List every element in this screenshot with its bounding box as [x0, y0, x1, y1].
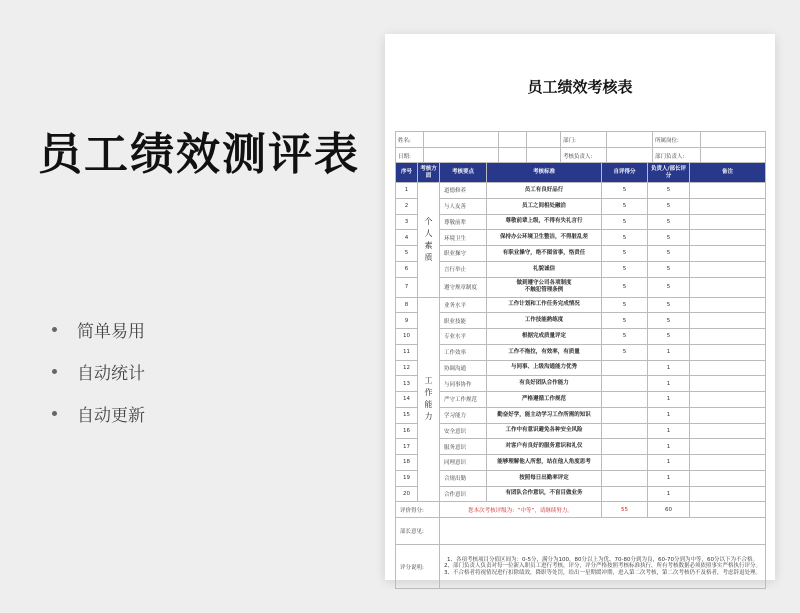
row-point: 职业技能	[440, 313, 487, 329]
row-self-score[interactable]: 5	[602, 313, 648, 329]
assessor-label: 考核负责人:	[561, 148, 607, 164]
row-leader-score[interactable]: 5	[648, 246, 690, 262]
header-seq: 序号	[396, 163, 418, 183]
row-seq: 2	[396, 198, 418, 214]
row-remark[interactable]	[690, 297, 766, 313]
row-seq: 16	[396, 423, 418, 439]
header-leader-score: 负责人/部长评分	[648, 163, 690, 183]
bullet-icon	[52, 327, 57, 332]
row-standard: 与同事、上级沟通能力优秀	[487, 360, 602, 376]
bullet-icon	[52, 411, 57, 416]
row-point: 遵守规章制度	[440, 277, 487, 297]
row-seq: 19	[396, 470, 418, 486]
row-point: 道德修养	[440, 183, 487, 199]
row-leader-score[interactable]: 5	[648, 198, 690, 214]
table-row	[396, 360, 766, 376]
row-leader-score[interactable]: 1	[648, 439, 690, 455]
row-point: 合规出勤	[440, 470, 487, 486]
row-standard: 严格遵循工作规范	[487, 392, 602, 408]
note-line: 3、不合格者将视情况进行扣除绩效，降职等处罚，给出一星期缓冲期，进入第二次考核，第二次考核仍不及格者，考虑辞退处理。	[443, 569, 761, 576]
row-self-score[interactable]: 5	[602, 198, 648, 214]
table-row	[396, 407, 766, 423]
row-self-score[interactable]: 5	[602, 344, 648, 360]
row-standard: 对客户有良好的服务意识和礼仪	[487, 439, 602, 455]
row-self-score[interactable]	[602, 407, 648, 423]
row-leader-score[interactable]: 5	[648, 230, 690, 246]
note-content	[440, 545, 766, 589]
note-line: 1、各项考核项目分值区间为：0-5分，满分为100，80分以上为优、70-80分到为良，60-70分到为中等，60分以下为不合格。	[447, 556, 758, 563]
leader-total: 60	[648, 502, 690, 518]
note-line: 2、部门负责人负责对每一位新入职员工进行考核，评分，评分严格按照考核标准执行，所有考核数据必须依照事实严格执行评分。	[443, 563, 761, 570]
dimension-cell: 个 人 素 质	[418, 183, 440, 298]
comment-label: 部长意见:	[396, 518, 440, 545]
row-standard: 有团队合作意识，不盲目做业务	[487, 486, 602, 502]
row-self-score[interactable]: 5	[602, 183, 648, 199]
row-standard: 保持办公环境卫生整洁，不得脏乱差	[487, 230, 602, 246]
table-row	[396, 297, 766, 313]
blank-cell	[527, 132, 561, 148]
table-row	[396, 470, 766, 486]
bullet-icon	[52, 369, 57, 374]
dimension-cell: 工 作 能 力	[418, 297, 440, 502]
row-standard: 能够理解他人所想，站在他人角度思考	[487, 455, 602, 471]
row-point: 同理意识	[440, 455, 487, 471]
row-self-score[interactable]: 5	[602, 329, 648, 345]
row-standard: 工作中有意识避免各种安全风险	[487, 423, 602, 439]
row-point: 合作意识	[440, 486, 487, 502]
row-self-score[interactable]	[602, 470, 648, 486]
row-leader-score[interactable]: 1	[648, 455, 690, 471]
header-remark: 备注	[690, 163, 766, 183]
feature-item: 简单易用	[52, 308, 145, 350]
row-point: 工作效率	[440, 344, 487, 360]
row-self-score[interactable]: 5	[602, 246, 648, 262]
dept-head-label: 部门负责人:	[653, 148, 701, 164]
table-row	[396, 230, 766, 246]
row-standard: 勤奋好学，能主动学习工作所需的知识	[487, 407, 602, 423]
row-point: 职业操守	[440, 246, 487, 262]
table-row	[396, 344, 766, 360]
row-remark[interactable]	[690, 439, 766, 455]
row-standard: 工作计划和工作任务完成情况	[487, 297, 602, 313]
row-point: 尊敬前辈	[440, 214, 487, 230]
feature-item: 自动统计	[52, 350, 145, 392]
row-leader-score[interactable]: 5	[648, 329, 690, 345]
row-leader-score[interactable]: 5	[648, 277, 690, 297]
self-total: 55	[602, 502, 648, 518]
row-remark[interactable]	[690, 329, 766, 345]
row-seq: 14	[396, 392, 418, 408]
header-point: 考核要点	[440, 163, 487, 183]
evaluation-table	[395, 162, 766, 589]
position-label: 所属岗位:	[653, 132, 701, 148]
row-self-score[interactable]	[602, 360, 648, 376]
row-leader-score[interactable]: 1	[648, 486, 690, 502]
row-leader-score[interactable]: 5	[648, 261, 690, 277]
blank-cell	[690, 502, 766, 518]
row-remark[interactable]	[690, 423, 766, 439]
date-label: 日期:	[396, 148, 424, 164]
table-row	[396, 455, 766, 471]
row-self-score[interactable]	[602, 455, 648, 471]
row-standard: 员工之间相处融洽	[487, 198, 602, 214]
header-dimension: 考核方面	[418, 163, 440, 183]
row-remark[interactable]	[690, 277, 766, 297]
comment-field[interactable]	[440, 518, 766, 545]
row-remark[interactable]	[690, 470, 766, 486]
promo-title: 员工绩效测评表	[38, 129, 360, 180]
row-point: 言行举止	[440, 261, 487, 277]
row-leader-score[interactable]: 1	[648, 470, 690, 486]
row-remark[interactable]	[690, 376, 766, 392]
summary-label: 评价得分:	[396, 502, 440, 518]
row-seq: 10	[396, 329, 418, 345]
row-seq: 6	[396, 261, 418, 277]
table-row	[396, 246, 766, 262]
feature-item: 自动更新	[52, 392, 145, 434]
table-row	[396, 183, 766, 199]
row-seq: 5	[396, 246, 418, 262]
position-field[interactable]	[701, 132, 766, 148]
row-remark[interactable]	[690, 261, 766, 277]
blank-cell	[499, 132, 527, 148]
info-table	[395, 131, 766, 164]
dept-field[interactable]	[607, 132, 653, 148]
summary-text: 您本次考核评级为：“中等”，请继续努力。	[440, 502, 602, 518]
row-standard: 按照每日出勤率评定	[487, 470, 602, 486]
row-standard: 员工有良好品行	[487, 183, 602, 199]
row-remark[interactable]	[690, 407, 766, 423]
table-row	[396, 313, 766, 329]
table-row	[396, 214, 766, 230]
row-point: 专业水平	[440, 329, 487, 345]
table-row	[396, 261, 766, 277]
row-point: 服务意识	[440, 439, 487, 455]
row-remark[interactable]	[690, 183, 766, 199]
row-standard: 工作不拖拉，有效率，有质量	[487, 344, 602, 360]
row-seq: 7	[396, 277, 418, 297]
row-self-score[interactable]	[602, 392, 648, 408]
table-row	[396, 329, 766, 345]
row-leader-score[interactable]: 1	[648, 360, 690, 376]
name-field[interactable]	[424, 132, 499, 148]
row-remark[interactable]	[690, 230, 766, 246]
table-row	[396, 439, 766, 455]
row-leader-score[interactable]: 1	[648, 423, 690, 439]
feature-list	[52, 308, 145, 434]
row-self-score[interactable]	[602, 486, 648, 502]
row-leader-score[interactable]: 5	[648, 214, 690, 230]
row-self-score[interactable]: 5	[602, 261, 648, 277]
row-leader-score[interactable]: 1	[648, 407, 690, 423]
row-self-score[interactable]: 5	[602, 230, 648, 246]
row-remark[interactable]	[690, 214, 766, 230]
row-seq: 3	[396, 214, 418, 230]
row-remark[interactable]	[690, 246, 766, 262]
row-point: 与人友善	[440, 198, 487, 214]
row-standard: 工作技能熟练度	[487, 313, 602, 329]
row-point: 环境卫生	[440, 230, 487, 246]
row-standard: 根据完成质量评定	[487, 329, 602, 345]
row-self-score[interactable]	[602, 423, 648, 439]
row-seq: 20	[396, 486, 418, 502]
table-body	[396, 183, 766, 502]
row-leader-score[interactable]: 5	[648, 183, 690, 199]
row-seq: 8	[396, 297, 418, 313]
row-seq: 17	[396, 439, 418, 455]
row-standard: 有职业操守，绝不图省事，恪责任	[487, 246, 602, 262]
row-seq: 15	[396, 407, 418, 423]
row-standard: 尊敬前辈上级，不得有失礼言行	[487, 214, 602, 230]
row-seq: 11	[396, 344, 418, 360]
row-self-score[interactable]	[602, 439, 648, 455]
row-remark[interactable]	[690, 455, 766, 471]
row-remark[interactable]	[690, 360, 766, 376]
row-leader-score[interactable]: 5	[648, 313, 690, 329]
row-seq: 1	[396, 183, 418, 199]
header-standard: 考核标准	[487, 163, 602, 183]
row-point: 协调沟通	[440, 360, 487, 376]
row-seq: 9	[396, 313, 418, 329]
row-self-score[interactable]	[602, 376, 648, 392]
row-seq: 13	[396, 376, 418, 392]
row-point: 安全意识	[440, 423, 487, 439]
table-row	[396, 376, 766, 392]
row-remark[interactable]	[690, 392, 766, 408]
row-self-score[interactable]: 5	[602, 277, 648, 297]
row-seq: 4	[396, 230, 418, 246]
row-seq: 18	[396, 455, 418, 471]
table-row	[396, 486, 766, 502]
dept-label: 部门:	[561, 132, 607, 148]
row-self-score[interactable]: 5	[602, 214, 648, 230]
row-seq: 12	[396, 360, 418, 376]
table-row	[396, 392, 766, 408]
row-remark[interactable]	[690, 486, 766, 502]
row-remark[interactable]	[690, 198, 766, 214]
row-leader-score[interactable]: 1	[648, 344, 690, 360]
row-leader-score[interactable]: 1	[648, 376, 690, 392]
row-leader-score[interactable]: 5	[648, 297, 690, 313]
header-self-score: 自评得分	[602, 163, 648, 183]
row-point: 学习能力	[440, 407, 487, 423]
row-point: 业务水平	[440, 297, 487, 313]
row-self-score[interactable]: 5	[602, 297, 648, 313]
row-remark[interactable]	[690, 344, 766, 360]
table-row	[396, 277, 766, 297]
table-row	[396, 198, 766, 214]
row-remark[interactable]	[690, 313, 766, 329]
sheet-title: 员工绩效考核表	[527, 78, 633, 96]
row-leader-score[interactable]: 1	[648, 392, 690, 408]
evaluation-sheet	[385, 34, 775, 580]
row-standard: 做到遵守公司各项制度 不触犯管理条例	[487, 277, 602, 297]
name-label: 姓名:	[396, 132, 424, 148]
row-point: 与同事协作	[440, 376, 487, 392]
row-point: 严守工作规范	[440, 392, 487, 408]
table-row	[396, 423, 766, 439]
row-standard: 礼貌诚信	[487, 261, 602, 277]
note-label: 评分说明:	[396, 545, 440, 589]
row-standard: 有良好团队合作能力	[487, 376, 602, 392]
